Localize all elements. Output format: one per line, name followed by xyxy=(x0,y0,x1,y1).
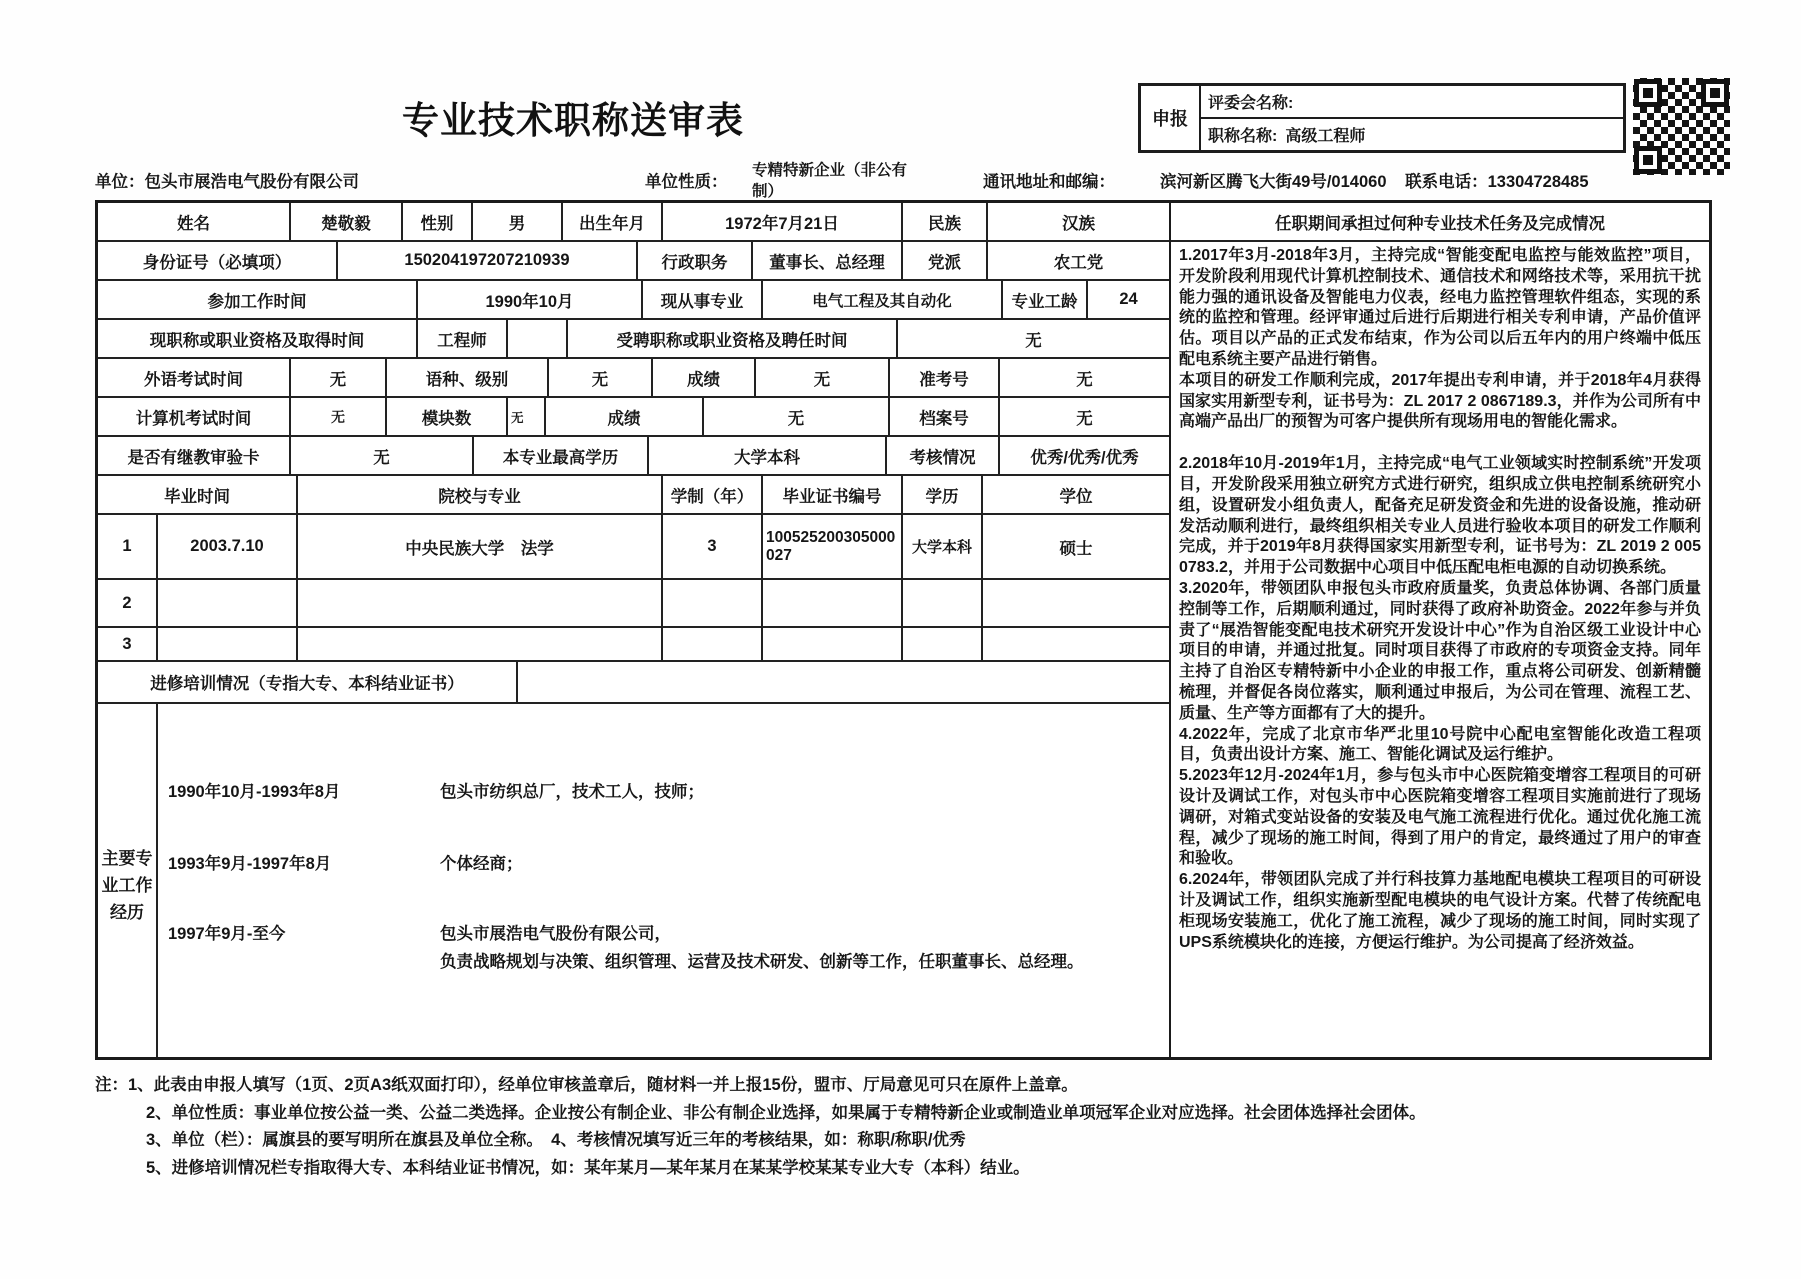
edu-school xyxy=(298,580,663,626)
edu-title xyxy=(983,628,1169,660)
career-label-line: 业工作 xyxy=(101,876,153,895)
edu-school xyxy=(298,628,663,660)
ce-card-value: 无 xyxy=(291,437,474,474)
unit-nature-label: 单位性质： xyxy=(645,173,728,191)
edu-cert-header: 毕业证书编号 xyxy=(763,476,903,513)
career-detail: 负责战略规划与决策、组织管理、运营及技术研发、创新等工作，任职董事长、总经理。 xyxy=(440,953,1084,971)
qr-code-icon xyxy=(1633,78,1730,175)
note-line: 5、进修培训情况栏专指取得大专、本科结业证书情况，如：某年某月—某年某月在某某学校某某专业大专（本科）结业。 xyxy=(146,1158,1030,1177)
main-table xyxy=(95,200,1712,1060)
career-label-line: 主要专 xyxy=(101,849,153,868)
edu-no: 1 xyxy=(98,515,158,578)
task-paragraph: 3.2020年，带领团队申报包头市政府质量奖，负责总体协调、各部门质量控制等工作，后期顺利通过，同时获得了政府补助资金。2022年参与并负责了“展浩智能变配电技术研究开发设计中心”作为自治区级工业设计中心项目的申请，并通过批复。同时项目获得了市政府的专项资金支持。同年主持了自治区专精特新中小企业的申报工作，重点将公司研发、创新精髓梳理，并督促各岗位落实，顺利通过申报后，为公司在管理、流程工艺、质量、生产等方面都有了大的提升。 xyxy=(1179,579,1701,722)
computer-score-label: 成绩 xyxy=(546,398,704,435)
assessment-label: 考核情况 xyxy=(887,437,1000,474)
career-label xyxy=(98,704,158,1057)
task-paragraph: 5.2023年12月-2024年1月，参与包头市中心医院箱变增容工程项目的可研设计及调试工作，对包头市中心医院箱变增容工程项目实施前进行了现场调研，对箱式变站设备的安装及电气施工流程进行优化。通过优化施工流程，减少了现场的施工时间，得到了用户的肯定，最终通过了用户的审查和验收。 xyxy=(1179,767,1701,868)
edu-row-3 xyxy=(98,628,1169,662)
qr-finder-icon xyxy=(1634,146,1662,174)
table-row-id xyxy=(98,242,1169,281)
sex-label: 性别 xyxy=(403,203,473,240)
major-label: 现从事专业 xyxy=(643,281,763,318)
party-value: 农工党 xyxy=(1053,253,1104,272)
career-period: 1997年9月-至今 xyxy=(168,925,286,943)
seniority-value: 24 xyxy=(1119,290,1138,308)
birth-label: 出生年月 xyxy=(563,203,663,240)
duty-label: 行政职务 xyxy=(638,242,753,279)
module-count-value: 无 xyxy=(508,398,546,435)
module-count-label: 模块数 xyxy=(387,398,508,435)
career-label-line: 经历 xyxy=(110,903,144,922)
footer-notes xyxy=(95,1072,1735,1182)
sex-value: 男 xyxy=(473,203,563,240)
career-period: 1990年10月-1993年8月 xyxy=(168,783,341,801)
workstart-value: 1990年10月 xyxy=(418,281,643,318)
edu-school: 中央民族大学 法学 xyxy=(298,515,663,578)
highest-edu-label: 本专业最高学历 xyxy=(474,437,649,474)
edu-title-header: 学位 xyxy=(1059,487,1093,506)
qr-finder-icon xyxy=(1701,79,1729,107)
career-period: 1993年9月-1997年8月 xyxy=(168,855,332,873)
computer-exam-label: 计算机考试时间 xyxy=(98,398,291,435)
edu-title xyxy=(983,580,1169,626)
declare-label: 申报 xyxy=(1141,86,1201,150)
edu-degree: 大学本科 xyxy=(903,515,983,578)
edu-cert xyxy=(763,580,903,626)
address-value: 滨河新区腾飞大街49号/014060 xyxy=(1160,173,1387,191)
career-detail: 包头市纺织总厂，技术工人，技师； xyxy=(440,783,704,801)
edu-header-row xyxy=(98,476,1169,515)
title-name-value: 高级工程师 xyxy=(1285,128,1366,145)
career-body xyxy=(158,704,1169,1057)
edu-no: 2 xyxy=(98,580,158,626)
note-line: 2、单位性质：事业单位按公益一类、公益二类选择。企业按公有制企业、非公有制企业选择，如果属于专精特新企业或制造业单项冠军企业对应选择。社会团体选择社会团体。 xyxy=(146,1103,1426,1122)
edu-cert: 100525200305000027 xyxy=(763,515,903,578)
career-entry xyxy=(168,920,1163,976)
language-type-value: 无 xyxy=(549,359,653,396)
table-row-current-title xyxy=(98,320,1169,359)
file-no-value: 无 xyxy=(1076,409,1093,428)
edu-row-2 xyxy=(98,580,1169,628)
workstart-label: 参加工作时间 xyxy=(98,281,418,318)
seniority-label: 专业工龄 xyxy=(1003,281,1088,318)
id-label: 身份证号（必填项） xyxy=(98,242,338,279)
unit-label: 单位： xyxy=(95,173,145,191)
id-value: 150204197207210939 xyxy=(338,242,638,279)
tasks-header: 任职期间承担过何种专业技术任务及完成情况 xyxy=(1171,203,1709,242)
hired-title-label: 受聘职称或职业资格及聘任时间 xyxy=(568,320,898,357)
edu-years-header: 学制（年） xyxy=(663,476,763,513)
edu-time: 2003.7.10 xyxy=(158,515,298,578)
party-label: 党派 xyxy=(903,242,988,279)
language-exam-value: 无 xyxy=(291,359,387,396)
committee-name-row xyxy=(1201,86,1623,119)
address-phone xyxy=(1160,168,1589,192)
edu-years xyxy=(663,580,763,626)
current-title-label: 现职称或职业资格及取得时间 xyxy=(98,320,418,357)
tasks-panel xyxy=(1171,203,1709,1057)
edu-time xyxy=(158,628,298,660)
career-entry xyxy=(168,850,1163,878)
training-row xyxy=(98,662,1169,704)
ethnic-label: 民族 xyxy=(903,203,988,240)
task-paragraph: 6.2024年，带领团队完成了并行科技算力基地配电模块工程项目的可研设计及调试工作，组织实施新型配电模块的电气设计方案。代替了传统配电柜现场安装施工，优化了施工流程，减少了现场的施工时间，同时实现了UPS系统模块化的连接，方便运行维护。为公司提高了经济效益。 xyxy=(1179,871,1701,951)
page-title: 专业技术职称送审表 xyxy=(402,100,744,141)
current-title-value: 工程师 xyxy=(418,320,508,357)
major-value: 电气工程及其自动化 xyxy=(763,281,1003,318)
language-exam-label: 外语考试时间 xyxy=(98,359,291,396)
edu-degree-header: 学历 xyxy=(903,476,983,513)
unit-value: 包头市展浩电气股份有限公司 xyxy=(144,173,359,191)
edu-years xyxy=(663,628,763,660)
committee-name-label: 评委会名称: xyxy=(1208,95,1294,112)
assessment-value: 优秀/优秀/优秀 xyxy=(1030,448,1139,467)
edu-degree xyxy=(903,580,983,626)
table-row-workstart xyxy=(98,281,1169,320)
ticket-no-value: 无 xyxy=(1076,370,1093,389)
qr-finder-icon xyxy=(1634,79,1662,107)
edu-row-1 xyxy=(98,515,1169,580)
language-type-label: 语种、级别 xyxy=(387,359,549,396)
duty-value: 董事长、总经理 xyxy=(753,242,903,279)
table-row-name xyxy=(98,203,1169,242)
form-left-section xyxy=(98,203,1171,1057)
birth-value: 1972年7月21日 xyxy=(663,203,903,240)
hired-title-value: 无 xyxy=(1025,331,1042,350)
edu-cert xyxy=(763,628,903,660)
table-row-education-card xyxy=(98,437,1169,476)
declare-box xyxy=(1138,83,1626,153)
task-paragraph: 1.2017年3月-2018年3月，主持完成“智能变配电监控与能效监控”项目，开发阶段利用现代计算机控制技术、通信技术和网络技术等，采用抗干扰能力强的通讯设备及智能电力仪表，经电力监控管理软件组态，实现的系统的监控和管理。经评审通过后进行后期进行相关专利申请，产品价值评估。项目以产品的正式发布结束，作为公司以后五年内的用户终端中低压配电系统主要产品进行销售。 xyxy=(1179,247,1701,368)
ethnic-value: 汉族 xyxy=(1062,214,1095,233)
edu-time xyxy=(158,580,298,626)
phone-label: 联系电话： xyxy=(1405,173,1488,191)
career-detail: 包头市展浩电气股份有限公司， xyxy=(440,925,671,943)
edu-time-header: 毕业时间 xyxy=(98,476,298,513)
edu-years: 3 xyxy=(663,515,763,578)
ce-card-label: 是否有继教审验卡 xyxy=(98,437,291,474)
training-value xyxy=(518,662,1169,702)
task-paragraph: 本项目的研发工作顺利完成，2017年提出专利申请，并于2018年4月获得国家实用新型专利，证书号为：ZL 2017 2 0867189.3，并作为公司所有中高端产品出厂的预智为可客户提供所有现场用电的智能化需求。 xyxy=(1179,371,1701,431)
title-name-row xyxy=(1201,119,1623,150)
highest-edu-value: 大学本科 xyxy=(649,437,887,474)
title-name-label: 职称名称: xyxy=(1208,128,1278,145)
name-label: 姓名 xyxy=(98,203,291,240)
ticket-no-label: 准考号 xyxy=(890,359,1000,396)
training-label: 进修培训情况（专指大专、本科结业证书） xyxy=(98,662,518,702)
address-label: 通讯地址和邮编： xyxy=(983,173,1115,191)
note-line: 3、单位（栏）：属旗县的要写明所在旗县及单位全称。 4、考核情况填写近三年的考核结果，如：称职/称职/优秀 xyxy=(146,1131,966,1149)
edu-title: 硕士 xyxy=(1059,539,1093,558)
file-no-label: 档案号 xyxy=(890,398,1000,435)
computer-exam-value: 无 xyxy=(291,398,387,435)
current-title-extra xyxy=(508,320,568,357)
table-row-language xyxy=(98,359,1169,398)
language-score-value: 无 xyxy=(756,359,890,396)
note-line: 1、此表由申报人填写（1页、2页A3纸双面打印），经单位审核盖章后，随材料一并上报15份，盟市、厅局意见可只在原件上盖章。 xyxy=(128,1076,1078,1094)
tasks-text xyxy=(1171,242,1709,1057)
edu-degree xyxy=(903,628,983,660)
edu-no: 3 xyxy=(98,628,158,660)
table-row-computer xyxy=(98,398,1169,437)
career-entry xyxy=(168,778,1163,806)
unit-line xyxy=(95,168,359,192)
edu-school-header: 院校与专业 xyxy=(298,476,663,513)
task-paragraph: 4.2022年，完成了北京市华严北里10号院中心配电室智能化改造工程项目，负责出设计方案、施工、智能化调试及运行维护。 xyxy=(1179,725,1701,764)
unit-nature-value: 专精特新企业（非公有制） xyxy=(752,162,908,200)
name-value: 楚敬毅 xyxy=(291,203,403,240)
career-detail: 个体经商； xyxy=(440,855,523,873)
notes-prefix: 注： xyxy=(95,1076,128,1094)
career-row xyxy=(98,704,1169,1057)
language-score-label: 成绩 xyxy=(653,359,756,396)
computer-score-value: 无 xyxy=(704,398,890,435)
task-paragraph: 2.2018年10月-2019年1月，主持完成“电气工业领域实时控制系统”开发项目，开发阶段采用独立研究方式进行研究，组织成立供电控制系统研究小组，设置研发小组负责人，配备充足研发资金和先进的设备设施，推动研发活动顺利进行，最终组织相关专业人员进行验收本项目的研发工作顺利完成，并于2019年8月获得国家实用新型专利，证书号为：ZL 2019 2 0050783.2，并用于公司数据中心项目中低压配电柜电源的自动切换系统。 xyxy=(1179,455,1701,577)
phone-value: 13304728485 xyxy=(1487,173,1589,191)
